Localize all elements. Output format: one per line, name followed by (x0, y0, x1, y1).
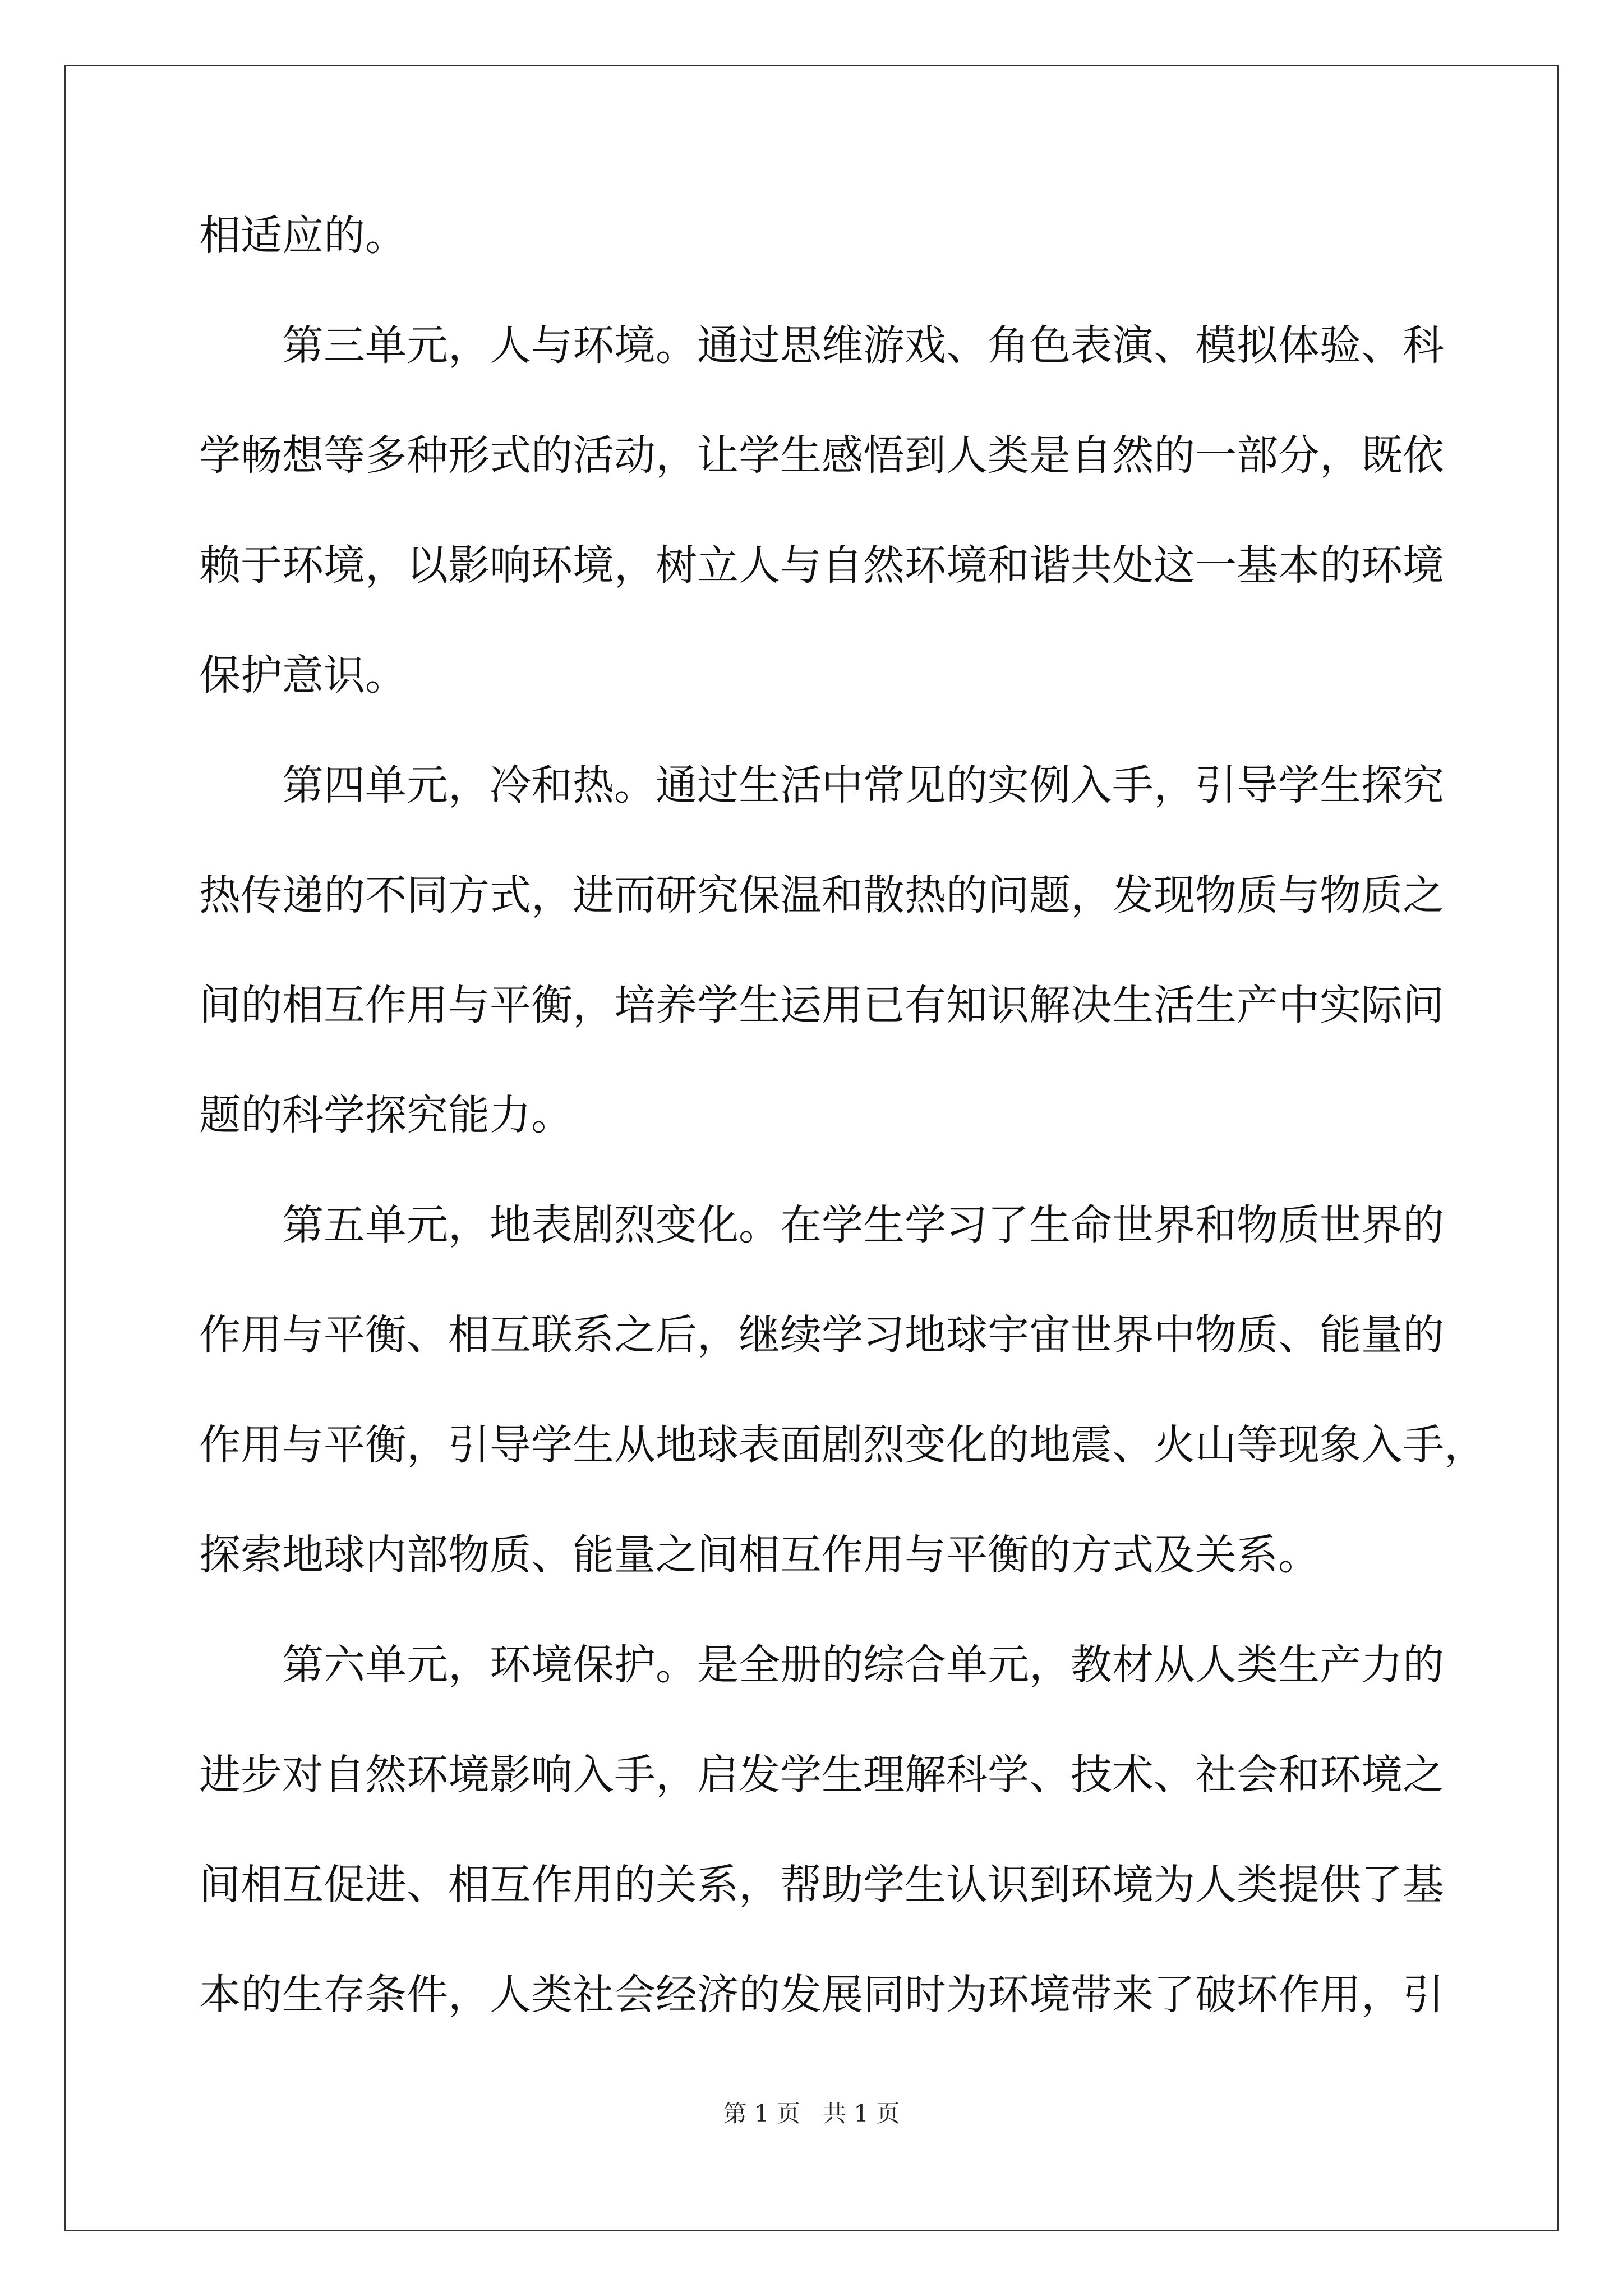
page-footer (0, 2097, 1623, 2131)
text-line: 第三单元，人与环境。通过思维游戏、角色表演、模拟体验、科 (282, 321, 1444, 370)
text-line: 第五单元，地表剧烈变化。在学生学习了生命世界和物质世界的 (282, 1201, 1444, 1249)
text-line: 保护意识。 (199, 651, 407, 700)
text-line: 本的生存条件，人类社会经济的发展同时为环境带来了破坏作用，引 (199, 1971, 1444, 2019)
text-line: 进步对自然环境影响入手，启发学生理解科学、技术、社会和环境之 (199, 1751, 1444, 1799)
text-line: 相适应的。 (199, 211, 407, 260)
text-line: 赖于环境，以影响环境，树立人与自然环境和谐共处这一基本的环境 (199, 541, 1444, 590)
page-number: 第 1 页 (723, 2100, 800, 2127)
text-line: 第四单元，冷和热。通过生活中常见的实例入手，引导学生探究 (282, 761, 1444, 809)
text-line: 间的相互作用与平衡，培养学生运用已有知识解决生活生产中实际问 (199, 981, 1444, 1029)
text-line: 热传递的不同方式，进而研究保温和散热的问题，发现物质与物质之 (199, 871, 1444, 919)
text-line: 探索地球内部物质、能量之间相互作用与平衡的方式及关系。 (199, 1531, 1320, 1579)
text-line: 作用与平衡，引导学生从地球表面剧烈变化的地震、火山等现象入手， (199, 1421, 1486, 1469)
text-line: 间相互促进、相互作用的关系，帮助学生认识到环境为人类提供了基 (199, 1861, 1444, 1909)
text-line: 第六单元，环境保护。是全册的综合单元，教材从人类生产力的 (282, 1641, 1444, 1689)
page-total: 共 1 页 (823, 2100, 900, 2127)
text-line: 作用与平衡、相互联系之后，继续学习地球宇宙世界中物质、能量的 (199, 1311, 1444, 1359)
text-line: 题的科学探究能力。 (199, 1091, 573, 1139)
text-line: 学畅想等多种形式的活动，让学生感悟到人类是自然的一部分，既依 (199, 431, 1444, 480)
